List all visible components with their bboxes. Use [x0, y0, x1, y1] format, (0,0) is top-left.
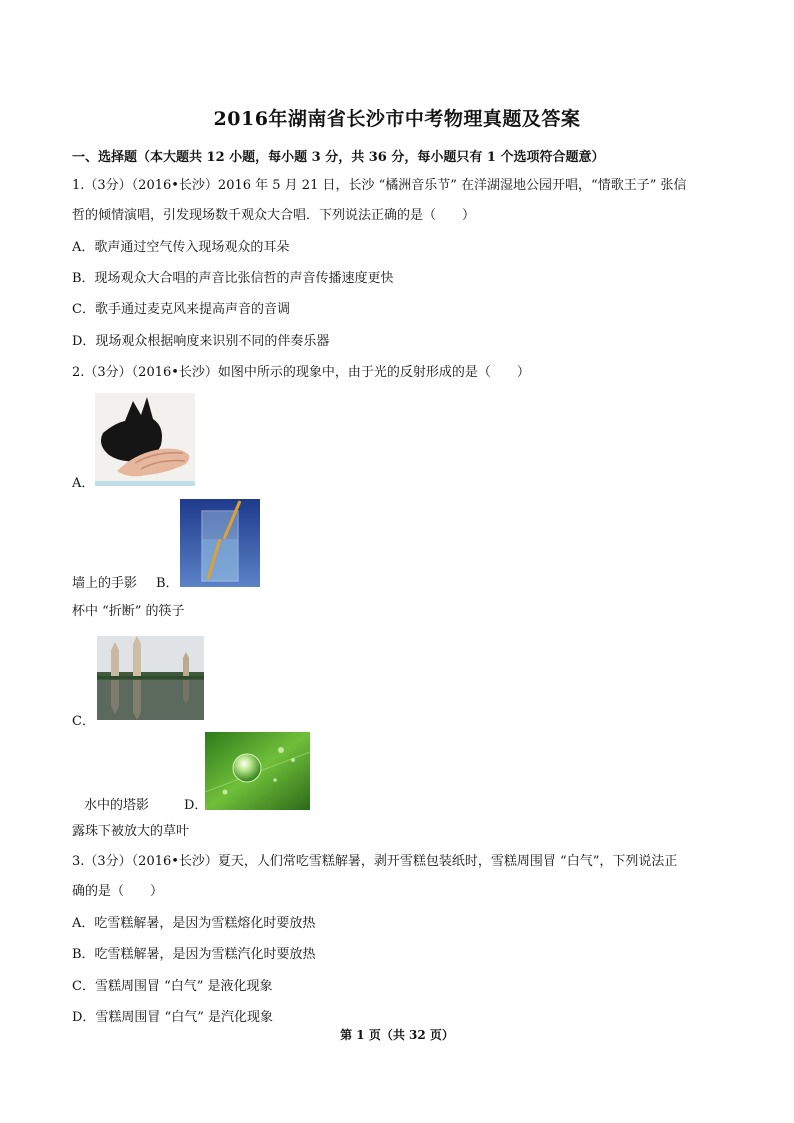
q3-option-b: B．吃雪糕解暑，是因为雪糕汽化时要放热: [72, 947, 316, 962]
section-heading: 一、选择题（本大题共 12 小题，每小题 3 分，共 36 分，每小题只有 1 个选项符合题意）: [72, 150, 605, 165]
pagoda-reflection-image: [97, 636, 204, 720]
q3-option-a: A．吃雪糕解暑，是因为雪糕熔化时要放热: [72, 916, 316, 931]
q2-option-b-letter: B．: [156, 576, 179, 591]
q2-option-d-caption: 露珠下被放大的草叶: [72, 824, 190, 839]
q2-option-c-letter: C．: [72, 714, 95, 729]
q2-option-d-letter: D．: [184, 798, 208, 813]
q3-option-c: C．雪糕周围冒 “白气” 是液化现象: [72, 979, 273, 994]
q2-option-b-caption: 杯中 “折断” 的筷子: [72, 604, 185, 619]
page-title: 2016年湖南省长沙市中考物理真题及答案: [213, 108, 581, 130]
q2-option-a-letter: A．: [72, 476, 95, 491]
q1-stem-line2: 哲的倾情演唱，引发现场数千观众大合唱．下列说法正确的是（ ）: [72, 208, 476, 223]
page-footer: 第 1 页（共 32 页）: [340, 1028, 454, 1042]
dewdrop-leaf-image: [205, 732, 310, 810]
q3-stem-line2: 确的是（ ）: [72, 884, 164, 899]
q3-stem-line1: 3.（3分）（2016•长沙）夏天，人们常吃雪糕解暑，剥开雪糕包装纸时，雪糕周围冒 “白气”，下列说法正: [72, 854, 678, 869]
q1-stem-line1: 1.（3分）（2016•长沙）2016 年 5 月 21 日，长沙 “橘洲音乐节” 在洋湖湿地公园开唱，“情歌王子” 张信: [72, 178, 687, 193]
q1-option-b: B．现场观众大合唱的声音比张信哲的声音传播速度更快: [72, 271, 394, 286]
q1-option-d: D．现场观众根据响度来识别不同的伴奏乐器: [72, 334, 330, 349]
q3-option-d: D．雪糕周围冒 “白气” 是汽化现象: [72, 1010, 273, 1025]
q2-option-a-caption: 墙上的手影: [72, 576, 138, 591]
hand-shadow-image: [95, 393, 195, 486]
q2-option-c-caption: 水中的塔影: [84, 798, 150, 813]
q1-option-c: C．歌手通过麦克风来提高声音的音调: [72, 302, 290, 317]
q1-option-a: A．歌声通过空气传入现场观众的耳朵: [72, 240, 290, 255]
q2-stem: 2.（3分）（2016•长沙）如图中所示的现象中，由于光的反射形成的是（ ）: [72, 365, 530, 380]
chopstick-in-glass-image: [180, 499, 260, 587]
